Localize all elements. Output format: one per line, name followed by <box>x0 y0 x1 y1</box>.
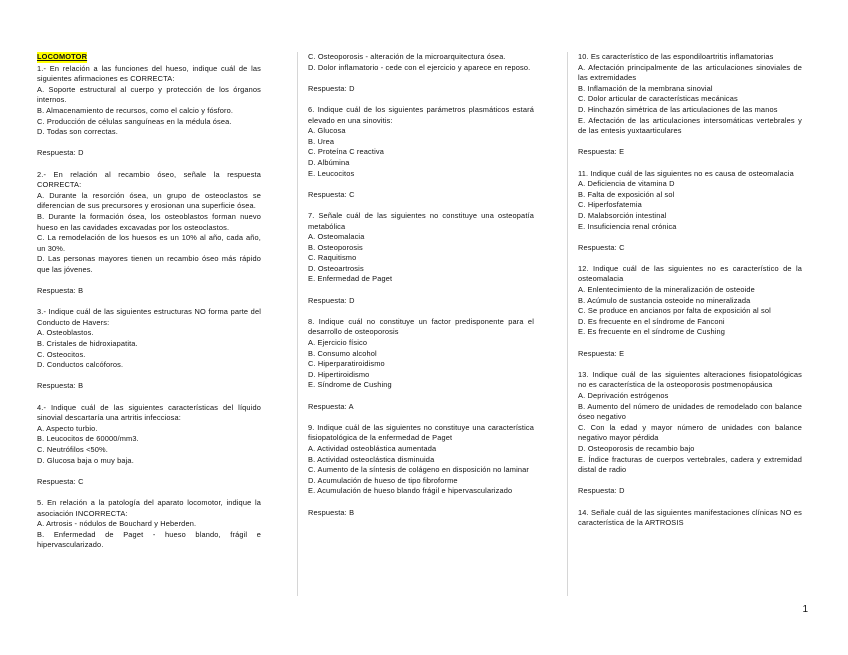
blank-line <box>578 497 802 508</box>
question-option: A. Osteomalacia <box>308 232 365 242</box>
answer-line: Respuesta: B <box>37 286 84 296</box>
question-option: C. Producción de células sanguíneas en la médula ósea. <box>37 116 232 126</box>
question-option: D. Conductos calcóforos. <box>37 360 124 370</box>
question-option: A. Actividad osteoblástica aumentada <box>308 443 437 453</box>
question-option: E. Insuficiencia renal crónica <box>578 221 677 231</box>
question-option: C. Se produce en ancianos por falta de exposición al sol <box>578 306 771 316</box>
question-option: B. Cristales de hidroxiapatita. <box>37 339 138 349</box>
column-1 <box>37 52 261 551</box>
question-text: 4.- Indique cuál de las siguientes características del líquido sinovial descartaría una artritis infecciosa: <box>37 402 261 423</box>
question-option: D. Osteoartrosis <box>308 263 364 273</box>
blank-line <box>37 392 261 403</box>
blank-line <box>37 138 261 149</box>
column-divider-2 <box>567 52 568 596</box>
question-option: C. Con la edad y mayor número de unidades con balance negativo mayor pérdida <box>578 422 802 443</box>
question-option: B. Urea <box>308 136 335 146</box>
question-option: A. Deprivación estrógenos <box>578 391 669 400</box>
question-text: 3.- Indique cuál de las siguientes estructuras NO forma parte del Conducto de Havers: <box>37 307 261 327</box>
blank-line <box>308 73 534 84</box>
blank-line <box>37 487 261 498</box>
question-option: A. Aspecto turbio. <box>37 423 98 433</box>
blank-line <box>308 285 534 296</box>
answer-line: Respuesta: E <box>578 348 625 358</box>
answer-line: Respuesta: B <box>308 507 355 517</box>
column-2 <box>308 52 534 518</box>
question-option: B. Falta de exposición al sol <box>578 189 675 199</box>
blank-line <box>578 253 802 264</box>
question-option: E. Acumulación de hueso blando frágil e hipervascularizado <box>308 486 513 496</box>
question-option: B. Acúmulo de sustancia osteoide no mineralizada <box>578 295 751 305</box>
answer-line: Respuesta: D <box>578 486 625 496</box>
blank-line <box>37 371 261 382</box>
blank-line <box>578 476 802 487</box>
blank-line <box>37 159 261 170</box>
question-option: C. Raquitismo <box>308 253 357 263</box>
blank-line <box>578 338 802 349</box>
question-text: 9. Indique cuál de las siguientes no constituye una característica fisiopatológica de la enfermedad de Paget <box>308 422 534 443</box>
question-option: E. Índice fracturas de cuerpos vertebrales, cadera y extremidad distal de radio <box>578 454 802 475</box>
question-option: B. Actividad osteoclástica disminuida <box>308 454 435 464</box>
question-option: D. Acumulación de hueso de tipo fibroforme <box>308 475 458 485</box>
blank-line <box>308 412 534 423</box>
question-option: E. Síndrome de Cushing <box>308 380 392 390</box>
question-text: 7. Señale cuál de las siguientes no constituye una osteopatía metabólica <box>308 210 534 231</box>
question-option: A. Osteoblastos. <box>37 328 94 338</box>
question-option: B. Consumo alcohol <box>308 348 377 358</box>
question-option: D. Hinchazón simétrica de las articulaciones de las manos <box>578 104 778 114</box>
question-option: C. Neutrófilos <50%. <box>37 444 108 454</box>
question-option: C. Aumento de la síntesis de colágeno en disposición no laminar <box>308 465 530 475</box>
blank-line <box>308 179 534 190</box>
question-option: D. Hipertiroidismo <box>308 369 370 379</box>
question-option: A. Durante la resorción ósea, un grupo de osteoclastos se diferencian de sus precursores y erosionan una superficie ósea. <box>37 190 261 211</box>
question-option: D. Malabsorción intestinal <box>578 210 667 220</box>
blank-line <box>37 466 261 477</box>
question-option: D. Las personas mayores tienen un recambio óseo más rápido que las jóvenes. <box>37 254 261 274</box>
question-option: C. Osteoporosis - alteración de la microarquitectura ósea. <box>308 52 506 61</box>
question-option: B. Aumento del número de unidades de remodelado con balance óseo negativo <box>578 401 802 422</box>
question-option: C. Osteocitos. <box>37 349 86 359</box>
question-text: 11. Indique cuál de las siguientes no es causa de osteomalacia <box>578 168 794 178</box>
question-option: A. Artrosis - nódulos de Bouchard y Heberden. <box>37 519 197 529</box>
answer-line: Respuesta: C <box>37 476 84 486</box>
question-option: B. Enfermedad de Paget - hueso blando, frágil e hipervascularizado. <box>37 529 261 550</box>
blank-line <box>308 306 534 317</box>
question-option: E. Leucocitos <box>308 168 355 178</box>
question-option: A. Glucosa <box>308 126 346 136</box>
question-option: C. Dolor articular de características mecánicas <box>578 94 738 104</box>
question-option: C. Hiperfosfatemia <box>578 200 642 210</box>
blank-line <box>308 200 534 211</box>
question-option: E. Es frecuente en el síndrome de Cushing <box>578 327 726 337</box>
question-option: B. Almacenamiento de recursos, como el calcio y fósforo. <box>37 105 234 115</box>
question-option: C. La remodelación de los huesos es un 10% al año, cada año, un 30%. <box>37 233 261 253</box>
answer-line: Respuesta: D <box>37 148 84 158</box>
question-option: B. Leucocitos de 60000/mm3. <box>37 434 139 444</box>
question-option: B. Osteoporosis <box>308 242 363 252</box>
blank-line <box>308 94 534 105</box>
question-option: E. Afectación de las articulaciones intersomáticas vertebrales y de las entesis yuxtaarticulares <box>578 115 802 136</box>
question-text: 8. Indique cuál no constituye un factor predisponente para el desarrollo de osteoporosis <box>308 316 534 337</box>
blank-line <box>308 497 534 508</box>
answer-line: Respuesta: A <box>308 401 354 411</box>
question-option: B. Inflamación de la membrana sinovial <box>578 83 713 93</box>
question-option: A. Afectación principalmente de las articulaciones sinoviales de las extremidades <box>578 62 802 83</box>
answer-line: Respuesta: E <box>578 147 625 157</box>
question-option: C. Proteína C reactiva <box>308 147 385 157</box>
question-option: A. Ejercicio físico <box>308 338 368 348</box>
question-text: 5. En relación a la patología del aparato locomotor, indique la asociación INCORRECTA: <box>37 497 261 518</box>
question-option: A. Enlentecimiento de la mineralización de osteoide <box>578 285 755 295</box>
blank-line <box>308 391 534 402</box>
question-text: 10. Es característico de las espondiloartritis inflamatorias <box>578 52 774 61</box>
blank-line <box>578 359 802 370</box>
question-option: D. Todas son correctas. <box>37 127 118 137</box>
answer-line: Respuesta: D <box>308 295 355 305</box>
blank-line <box>578 158 802 169</box>
answer-line: Respuesta: C <box>578 242 625 252</box>
question-option: E. Enfermedad de Paget <box>308 274 393 284</box>
question-option: D. Glucosa baja o muy baja. <box>37 455 134 465</box>
question-text: 12. Indique cuál de las siguientes no es característico de la osteomalacia <box>578 263 802 284</box>
question-text: 6. Indique cuál de los siguientes parámetros plasmáticos estará elevado en una sinovitis: <box>308 104 534 125</box>
question-option: A. Deficiencia de vitamina D <box>578 179 675 189</box>
blank-line <box>578 232 802 243</box>
question-text: 2.- En relación al recambio óseo, señale la respuesta CORRECTA: <box>37 169 261 190</box>
question-option: B. Durante la formación ósea, los osteoblastos forman nuevo hueso en las cavidades excavadas por los osteoclastos. <box>37 211 261 232</box>
blank-line <box>578 137 802 148</box>
question-option: D. Es frecuente en el síndrome de Fanconi <box>578 316 725 326</box>
answer-line: Respuesta: D <box>308 83 355 93</box>
question-option: D. Albúmina <box>308 157 350 167</box>
question-text: 13. Indique cuál de las siguientes alteraciones fisiopatológicas no es característica de la osteoporosis postmenopáusica <box>578 369 802 390</box>
question-option: C. Hiperparatiroidismo <box>308 359 385 369</box>
blank-line <box>37 275 261 286</box>
question-option: D. Osteoporosis de recambio bajo <box>578 443 695 453</box>
section-heading: LOCOMOTOR <box>37 52 88 61</box>
question-text: 14. Señale cuál de las siguientes manifestaciones clínicas NO es característica de la ARTROSIS <box>578 507 802 528</box>
page-number: 1 <box>802 604 808 615</box>
question-option: A. Soporte estructural al cuerpo y protección de los órganos internos. <box>37 84 261 105</box>
column-divider-1 <box>297 52 298 596</box>
answer-line: Respuesta: B <box>37 381 84 391</box>
answer-line: Respuesta: C <box>308 189 355 199</box>
blank-line <box>37 297 261 308</box>
question-option: D. Dolor inflamatorio - cede con el ejercicio y aparece en reposo. <box>308 62 531 72</box>
column-3 <box>578 52 802 529</box>
question-text: 1.- En relación a las funciones del hueso, indique cuál de las siguientes afirmaciones es CORRECTA: <box>37 63 261 84</box>
